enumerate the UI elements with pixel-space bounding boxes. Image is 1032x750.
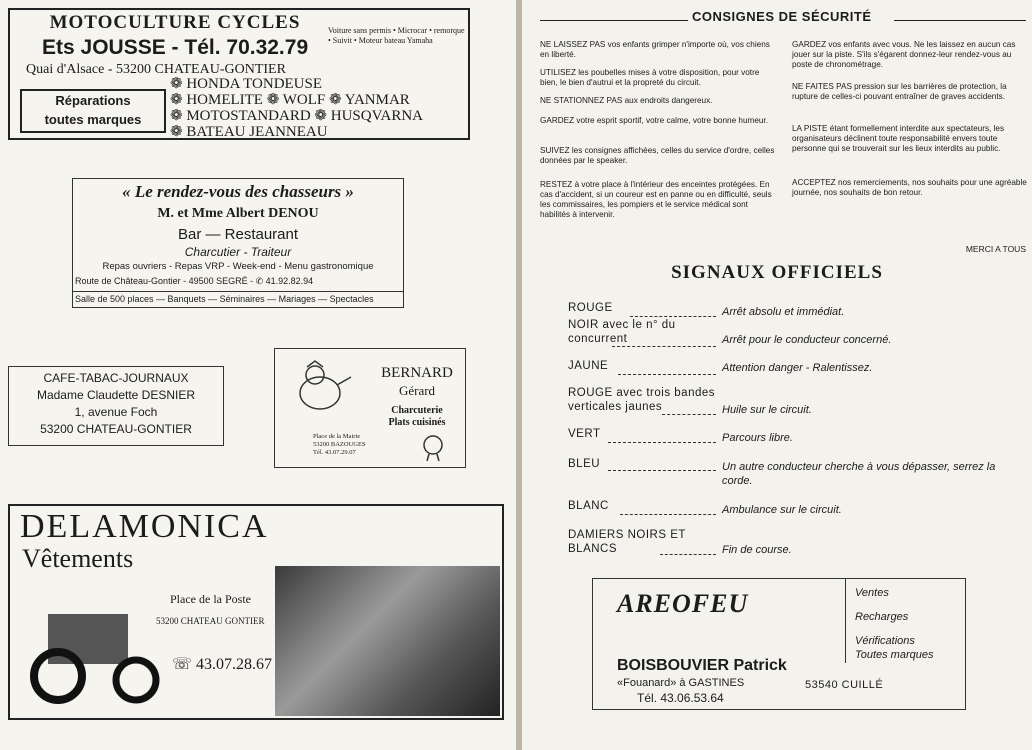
signal-color: VERT — [568, 428, 601, 440]
signal-meaning: Attention danger - Ralentissez. — [722, 362, 873, 374]
delamonica-subtitle: Vêtements — [22, 544, 134, 573]
areofeu-owner: BOISBOUVIER Patrick — [617, 657, 787, 674]
signal-leader — [612, 346, 716, 347]
consigne-left: UTILISEZ les poubelles mises à votre disposition, pour votre bien, le bien d'autrui et la propreté du circuit. — [540, 68, 760, 87]
chasseurs-route: Route de Château-Gontier - 49500 SEGRÉ - ✆ 41.92.82.94 — [75, 276, 314, 286]
consigne-left: NE STATIONNEZ PAS aux endroits dangereux. — [540, 96, 713, 105]
bernard-plats: Plats cuisinés — [388, 417, 446, 428]
signal-color: JAUNE — [568, 360, 609, 372]
ad-delamonica — [8, 504, 504, 720]
ad-areofeu — [592, 578, 966, 710]
moto-brand: ❁ HONDA TONDEUSE — [170, 76, 323, 92]
chasseurs-bar: Bar — Restaurant — [177, 226, 299, 243]
areofeu-city: 53540 CUILLÉ — [805, 679, 884, 691]
signal-color: DAMIERS NOIRS ET BLANCS — [568, 529, 686, 555]
bernard-charcuterie: Charcuterie — [391, 405, 443, 416]
bernard-first-name: Gérard — [398, 383, 436, 398]
ad-motoculture — [8, 8, 470, 140]
header-rule-left — [540, 20, 688, 21]
ad-bernard — [274, 348, 466, 468]
signal-leader — [608, 470, 716, 471]
consigne-right: GARDEZ vos enfants avec vous. Ne les laissez en aucun cas jouer sur la piste. S'ils s'égarent donnez-leur rendez-vous au poste de chronométrage. — [792, 40, 1016, 69]
right-page — [522, 0, 1032, 750]
vintage-car-icon — [28, 584, 168, 706]
areofeu-service: Vérifications — [855, 635, 915, 647]
signal-meaning: Ambulance sur le circuit. — [722, 504, 842, 516]
signal-meaning: Un autre conducteur cherche à vous dépasser, serrez la corde. — [722, 461, 996, 487]
moto-phone-line: Ets JOUSSE - Tél. 70.32.79 — [42, 36, 309, 59]
signal-meaning: Arrêt absolu et immédiat. — [722, 306, 845, 318]
signal-color: BLANC — [568, 500, 609, 512]
areofeu-phone: Tél. 43.06.53.64 — [637, 691, 724, 705]
signal-color: ROUGE — [568, 302, 613, 314]
areofeu-service: Ventes — [855, 587, 889, 599]
areofeu-divider — [845, 579, 846, 663]
chasseurs-owners: M. et Mme Albert DENOU — [157, 206, 319, 221]
signal-leader — [618, 374, 716, 375]
merci-a-tous: MERCI A TOUS — [965, 244, 1026, 254]
delamonica-phone: ☏ 43.07.28.67 — [172, 656, 273, 673]
areofeu-service: Toutes marques — [855, 649, 934, 661]
moto-title: MOTOCULTURE CYCLES — [49, 12, 301, 33]
areofeu-address: «Fouanard» à GASTINES — [617, 677, 745, 689]
areofeu-logo: AREOFEU — [617, 589, 749, 618]
cafe-title: CAFE-TABAC-JOURNAUX — [43, 371, 189, 385]
signal-color: ROUGE avec trois bandes verticales jaunes — [568, 387, 716, 413]
signal-color: NOIR avec le n° du concurrent — [568, 319, 676, 345]
signal-color: BLEU — [568, 458, 601, 470]
signal-meaning: Fin de course. — [722, 544, 792, 556]
cafe-street: 1, avenue Foch — [74, 405, 158, 419]
chasseurs-title: « Le rendez-vous des chasseurs » — [122, 182, 354, 201]
bernard-city: 53200 BAZOUGES — [313, 441, 366, 448]
signal-leader — [608, 442, 716, 443]
storefront-photo — [275, 566, 500, 716]
consigne-right: LA PISTE étant formellement interdite aux spectateurs, les organisateurs déclinent toute responsabilité envers toute personne qui se trouverait sur les lieux interdits au public. — [792, 124, 1005, 153]
consigne-left: GARDEZ votre esprit sportif, votre calme, votre bonne humeur. — [540, 116, 768, 125]
consigne-left: RESTEZ à votre place à l'intérieur des enceintes protégées. En cas d'accident, si un coureur est en panne ou en difficulté, seuls les commissaires, les pompiers et le service médical sont habilités à intervenir. — [540, 180, 772, 219]
bernard-tel: Tél. 43.07.29.07 — [313, 449, 356, 456]
chicken-icon — [415, 429, 455, 463]
moto-brands-list — [170, 76, 470, 140]
moto-note: Voiture sans permis • Microcar • remorque • Suivit • Moteur bateau Yamaha — [328, 26, 465, 45]
signaux-title: SIGNAUX OFFICIELS — [671, 262, 883, 283]
moto-address: Quai d'Alsace - 53200 CHATEAU-GONTIER — [26, 62, 286, 77]
cafe-owner: Madame Claudette DESNIER — [36, 388, 196, 402]
moto-brand: ❁ BATEAU JEANNEAU — [170, 124, 328, 140]
moto-repairs-line2: toutes marques — [44, 112, 142, 127]
bernard-address — [313, 433, 366, 457]
chasseurs-salle: Salle de 500 places — Banquets — Séminaires — Mariages — Spectacles — [73, 291, 403, 306]
signal-leader — [620, 514, 716, 515]
signal-meaning: Parcours libre. — [722, 432, 793, 444]
pig-chef-icon — [285, 359, 355, 417]
moto-repairs-box — [20, 89, 166, 133]
signal-meaning: Arrêt pour le conducteur concerné. — [722, 334, 892, 346]
signal-leader — [660, 554, 716, 555]
consignes-title: CONSIGNES DE SÉCURITÉ — [692, 9, 872, 24]
chasseurs-charcuterie: Charcutier - Traiteur — [184, 245, 292, 259]
moto-repairs-line1: Réparations — [55, 93, 131, 108]
delamonica-name: DELAMONICA — [20, 508, 269, 545]
moto-brand: ❁ HOMELITE ❁ WOLF ❁ YANMAR — [170, 92, 410, 108]
signal-leader — [630, 316, 716, 317]
ad-chasseurs — [72, 178, 404, 308]
cafe-city: 53200 CHATEAU-GONTIER — [40, 422, 192, 436]
delamonica-place: Place de la Poste — [170, 592, 251, 606]
consigne-right: NE FAITES PAS pression sur les barrières de protection, la rupture de celles-ci pouvant entraîner de graves accidents. — [792, 82, 1007, 101]
bernard-place: Place de la Mairie — [313, 433, 361, 440]
consigne-left: SUIVEZ les consignes affichées, celles du service d'ordre, celles données par le speaker. — [540, 146, 775, 165]
delamonica-city: 53200 CHATEAU GONTIER — [156, 616, 265, 626]
bernard-name: BERNARD — [381, 365, 453, 381]
areofeu-service: Recharges — [855, 611, 909, 623]
signal-meaning: Huile sur le circuit. — [722, 404, 812, 416]
ad-cafe-tabac — [8, 366, 224, 446]
consigne-right: ACCEPTEZ nos remerciements, nos souhaits pour une agréable journée, nos souhaits de bon retour. — [792, 178, 1027, 197]
header-rule-right — [894, 20, 1026, 21]
consigne-left: NE LAISSEZ PAS vos enfants grimper n'importe où, vos chiens en liberté. — [540, 40, 770, 59]
chasseurs-repas: Repas ouvriers - Repas VRP - Week-end - Menu gastronomique — [102, 261, 374, 272]
signal-leader — [662, 414, 716, 415]
moto-brand: ❁ MOTOSTANDARD ❁ HUSQVARNA — [170, 108, 423, 124]
